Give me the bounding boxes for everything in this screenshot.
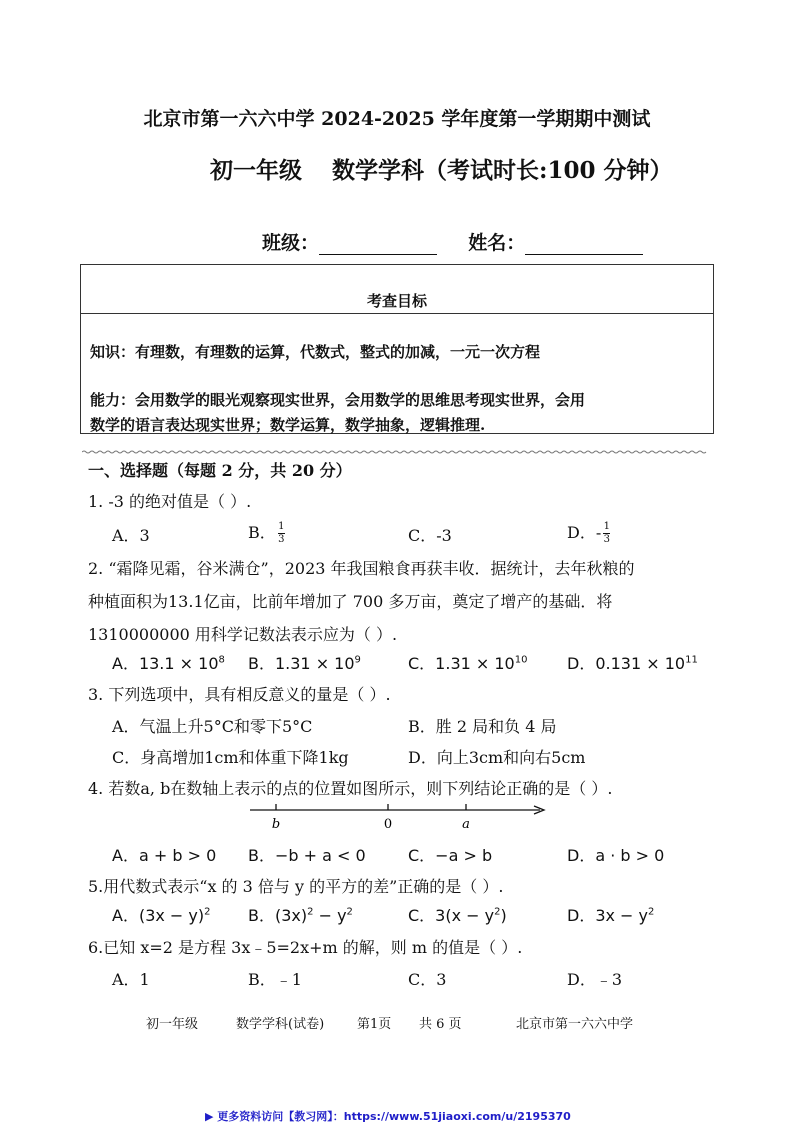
q3-option-c[interactable]: C．身高增加1cm和体重下降1kg — [112, 748, 349, 767]
q1-option-d[interactable] — [567, 520, 610, 545]
q1-option-b-label: B． — [248, 523, 276, 542]
q4-stem: 4. 若数a, b在数轴上表示的点的位置如图所示，则下列结论正确的是（ ）. — [88, 779, 613, 798]
grade-label: 初一年级 — [210, 157, 302, 184]
q5-option-a[interactable]: A．$(3x - y)^2$ — [112, 906, 211, 925]
q4-option-c[interactable]: C．−a > b — [408, 846, 493, 865]
number-line-label-b: b — [271, 817, 281, 832]
number-line-label-zero: 0 — [383, 817, 393, 832]
footer-grade: 初一年级 — [146, 1017, 199, 1032]
name-blank[interactable] — [525, 236, 643, 255]
q6-option-a[interactable]: A．1 — [112, 970, 150, 989]
q4-option-b[interactable]: B．−b + a < 0 — [248, 846, 366, 865]
q5-stem: 5.用代数式表示“x 的 3 倍与 y 的平方的差”正确的是（ ）. — [88, 877, 504, 896]
section-divider — [82, 450, 708, 454]
source-link-bar[interactable]: ▶ 更多资料访问【教习网】：https://www.51jiaoxi.com/u/2195370 — [205, 1110, 571, 1123]
number-line-figure — [248, 798, 548, 838]
q6-option-b[interactable]: B．﹣1 — [248, 970, 302, 989]
q4-option-a[interactable]: A．a + b > 0 — [112, 846, 217, 865]
student-info-line — [262, 228, 643, 255]
goals-ability-line2: 数学的语言表达现实世界；数学运算，数学抽象，逻辑推理. — [90, 416, 486, 434]
q2-option-c[interactable]: C．$1.31 \times 10^{10}$ — [408, 654, 528, 673]
q2-option-b[interactable]: B．$1.31 \times 10^9$ — [248, 654, 361, 673]
q1-stem: 1. -3 的绝对值是（ ）. — [88, 492, 252, 511]
q1-option-b-fraction: $\frac{1}{3}$ — [278, 521, 285, 545]
q6-option-d[interactable]: D．﹣3 — [567, 970, 623, 989]
q6-stem: 6.已知 x=2 是方程 3x﹣5=2x+m 的解，则 m 的值是（ ）. — [88, 938, 523, 957]
footer-total: 共 6 页 — [419, 1017, 462, 1032]
q1-option-a[interactable]: A．3 — [112, 526, 150, 545]
q3-option-d[interactable]: D．向上3cm和向右5cm — [408, 748, 586, 767]
class-label: 班级： — [262, 232, 320, 254]
q2-stem-line3: 1310000000 用科学记数法表示应为（ ）. — [88, 625, 398, 644]
q5-option-b[interactable]: B．$(3x)^2 - y^2$ — [248, 906, 353, 925]
q1-option-c[interactable]: C．-3 — [408, 526, 452, 545]
q2-option-d[interactable]: D．$0.131 \times 10^{11}$ — [567, 654, 698, 673]
footer-page: 第1页 — [357, 1017, 392, 1032]
q3-stem: 3. 下列选项中，具有相反意义的量是（ ）. — [88, 685, 391, 704]
number-line-label-a: a — [462, 817, 470, 832]
q2-stem-line1: 2. “霜降见霜，谷米满仓”，2023 年我国粮食再获丰收．据统计，去年秋粮的 — [88, 559, 635, 578]
q1-option-d-label: D．- — [567, 523, 602, 542]
q3-option-b[interactable]: B．胜 2 局和负 4 局 — [408, 717, 557, 736]
exam-title: 北京市第一六六中学 2024-2025 学年度第一学期期中测试 — [143, 108, 651, 130]
exam-subtitle — [210, 152, 673, 185]
q5-option-d[interactable]: D．$3x - y^2$ — [567, 906, 655, 925]
q1-option-d-fraction: $\frac{1}{3}$ — [603, 521, 610, 545]
q5-option-c[interactable]: C．$3(x - y^2)$ — [408, 906, 507, 925]
class-blank[interactable] — [319, 236, 437, 255]
q6-option-c[interactable]: C．3 — [408, 970, 447, 989]
name-label: 姓名： — [468, 232, 526, 254]
footer-subject: 数学学科(试卷) — [236, 1017, 325, 1032]
subject-label: 数学学科（考试时长:100 分钟） — [332, 157, 673, 184]
footer-school: 北京市第一六六中学 — [516, 1017, 634, 1032]
goals-heading: 考查目标 — [366, 292, 427, 310]
q1-option-b[interactable] — [248, 520, 285, 545]
q2-option-a[interactable]: A．$13.1 \times 10^8$ — [112, 654, 225, 673]
q3-option-a[interactable]: A．气温上升5°C和零下5°C — [112, 717, 313, 736]
section-title: 一、选择题（每题 2 分，共 20 分） — [88, 461, 352, 480]
q2-stem-line2: 种植面积为13.1亿亩，比前年增加了 700 多万亩，奠定了增产的基础．将 — [88, 592, 613, 611]
goals-knowledge: 知识：有理数，有理数的运算，代数式，整式的加减，一元一次方程 — [90, 343, 541, 361]
goals-ability-line1: 能力：会用数学的眼光观察现实世界，会用数学的思维思考现实世界，会用 — [90, 391, 586, 409]
exam-goals-box — [80, 264, 714, 434]
q4-option-d[interactable]: D．a · b > 0 — [567, 846, 665, 865]
goals-header-row — [81, 265, 713, 314]
